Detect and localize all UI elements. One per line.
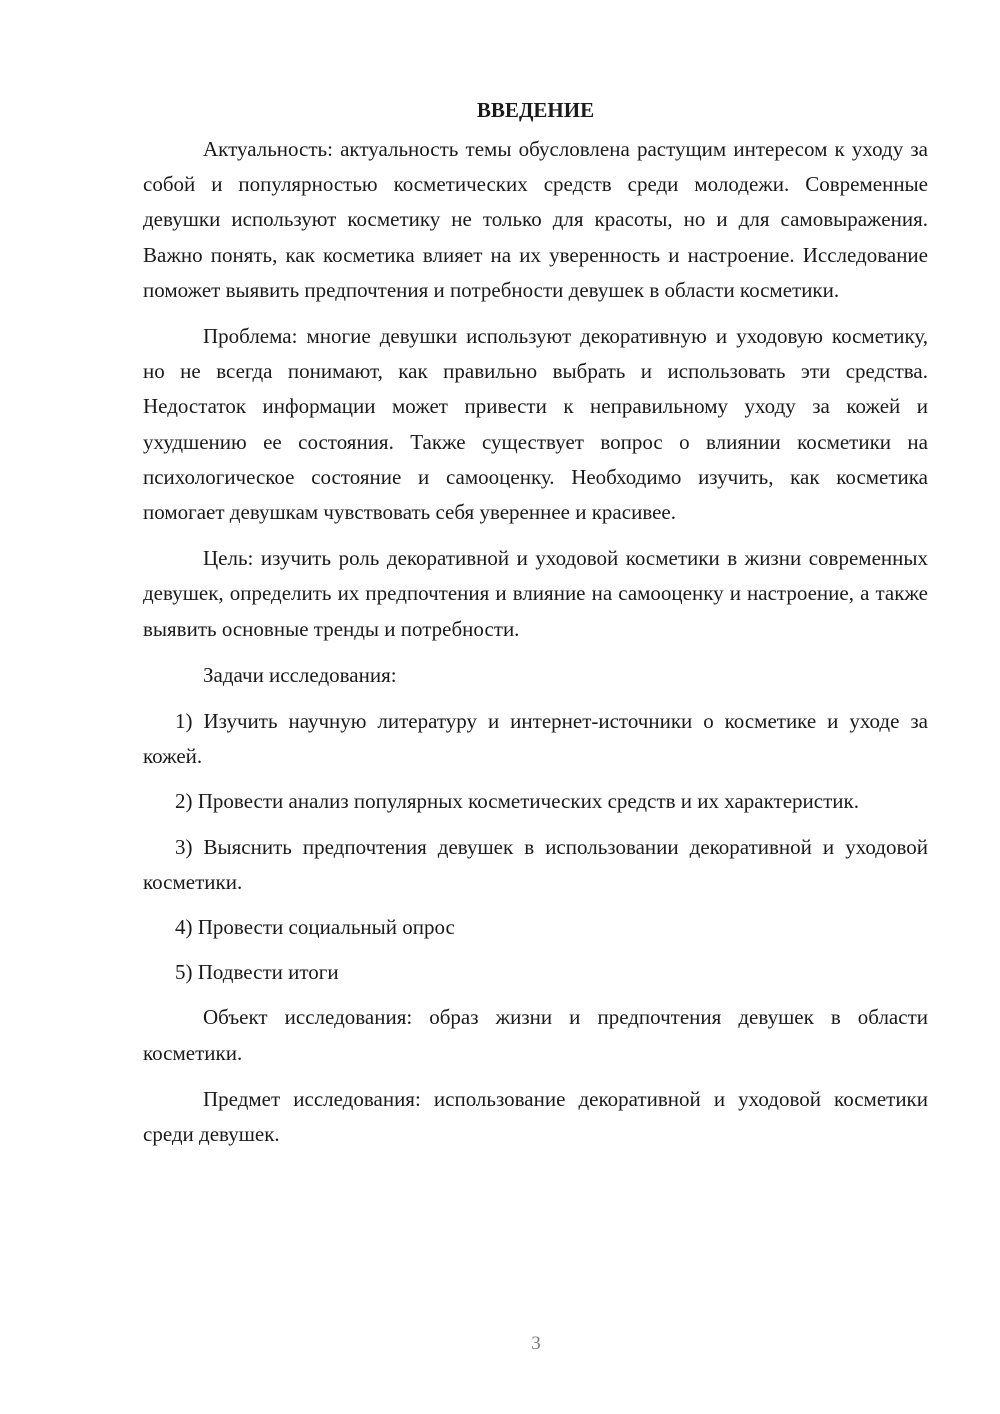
task-item-4: 4) Провести социальный опрос [175,915,455,940]
task-item-1: 1) Изучить научную литературу и интернет-источники о косметике и уходе за кожей. [143,709,928,769]
task-item-3: 3) Выяснить предпочтения девушек в использовании декоративной и уходовой косметики. [143,834,928,894]
task-item-5: 5) Подвести итоги [175,960,339,985]
relevance-paragraph: Актуальность: актуальность темы обусловлена растущим интересом к уходу за собой и популярностью косметических средств среди молодежи. Современные девушки используют косметику не только для красоты, но и для самовыражения. Важно понять, как косметика влияет на их уверенность и настроение. Исследование поможет выявить предпочтения и потребности девушек в области косметики. [143,137,928,302]
tasks-heading: Задачи исследования: [203,662,397,687]
subject-paragraph: Предмет исследования: использование декоративной и уходовой косметики среди девушек. [143,1086,928,1147]
goal-paragraph: Цель: изучить роль декоративной и уходовой косметики в жизни современных девушек, определить их предпочтения и влияние на самооценку и настроение, а также выявить основные тренды и потребности. [143,546,928,641]
page-content [143,92,928,1163]
task-item-2: 2) Провести анализ популярных косметических средств и их характеристик. [175,789,859,814]
object-paragraph: Объект исследования: образ жизни и предпочтения девушек в области косметики. [143,1005,928,1065]
page-number: 3 [531,1333,541,1354]
page-title: ВВЕДЕНИЕ [476,98,595,122]
problem-paragraph: Проблема: многие девушки используют декоративную и уходовую косметику, но не всегда понимают, как правильно выбрать и использовать эти средства. Недостаток информации может привести к неправильному уходу за кожей и ухудшению ее состояния. Также существует вопрос о влиянии косметики на психологическое состояние и самооценку. Необходимо изучить, как косметика помогает девушкам чувствовать себя увереннее и красивее. [143,324,928,525]
